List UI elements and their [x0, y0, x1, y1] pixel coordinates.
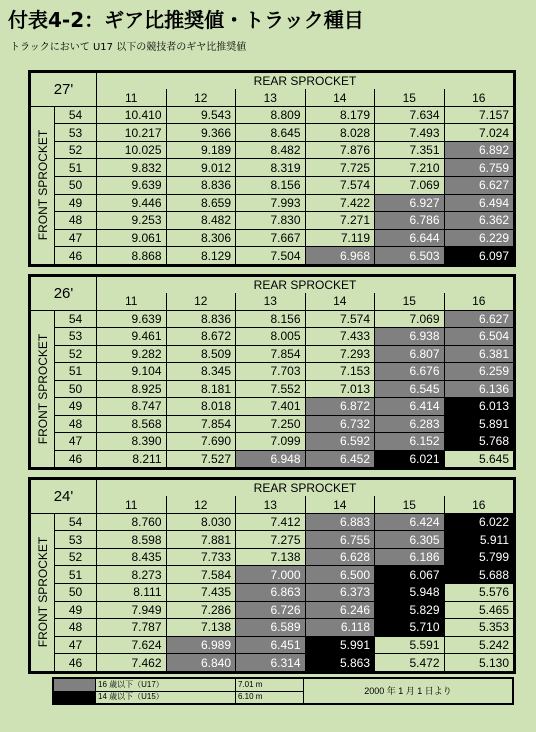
gear-ratio-cell: 8.435 [97, 548, 167, 566]
gear-ratio-cell: 8.005 [236, 328, 306, 345]
table-row [31, 513, 514, 531]
gear-ratio-cell: 6.373 [305, 584, 375, 602]
gear-ratio-cell: 7.138 [166, 619, 236, 637]
front-sprocket-label-cell [31, 106, 55, 264]
gear-ratio-cell: 5.891 [444, 415, 514, 432]
gear-ratio-cell: 5.353 [444, 619, 514, 637]
gear-ratio-cell: 7.993 [236, 194, 306, 212]
gear-ratio-cell: 7.733 [166, 548, 236, 566]
gear-ratio-cell: 8.306 [166, 229, 236, 247]
gear-ratio-cell: 8.925 [97, 380, 167, 397]
gear-ratio-cell: 6.786 [375, 212, 445, 230]
gear-ratio-cell: 8.645 [236, 124, 306, 142]
gear-ratio-cell: 7.552 [236, 380, 306, 397]
gear-ratio-cell: 6.927 [375, 194, 445, 212]
legend [52, 677, 514, 705]
gear-ratio-cell: 7.271 [305, 212, 375, 230]
gear-ratio-cell: 8.018 [166, 398, 236, 415]
gear-ratio-cell: 10.025 [97, 141, 167, 159]
chainring-size: 46 [55, 450, 97, 468]
gear-ratio-cell: 6.414 [375, 398, 445, 415]
gear-ratio-cell: 8.509 [166, 345, 236, 362]
gear-ratio-cell: 5.591 [375, 636, 445, 654]
gear-ratio-cell: 7.351 [375, 141, 445, 159]
gear-ratio-cell: 6.259 [444, 363, 514, 380]
gear-ratio-cell: 7.462 [97, 654, 167, 672]
gear-ratio-cell: 6.732 [305, 415, 375, 432]
sprocket-header: 13 [236, 293, 306, 310]
gear-ratio-cell: 6.500 [305, 566, 375, 584]
gear-ratio-cell: 6.840 [166, 654, 236, 672]
gear-ratio-cell: 7.493 [375, 124, 445, 142]
table-row [31, 124, 514, 142]
gear-ratio-cell: 7.854 [166, 415, 236, 432]
front-sprocket-label-cell [31, 513, 55, 671]
gear-ratio-cell: 7.119 [305, 229, 375, 247]
gear-ratio-cell: 7.157 [444, 106, 514, 124]
gear-ratio-cell: 7.527 [166, 450, 236, 468]
table-row [31, 247, 514, 265]
gear-ratio-cell: 8.156 [236, 310, 306, 327]
gear-ratio-cell: 6.676 [375, 363, 445, 380]
gear-ratio-cell: 8.111 [97, 584, 167, 602]
gear-ratio-cell: 7.293 [305, 345, 375, 362]
sprocket-header: 14 [305, 293, 375, 310]
table-row [31, 433, 514, 450]
gear-ratio-cell: 9.639 [97, 177, 167, 195]
sprocket-header: 13 [236, 89, 306, 106]
table-row [31, 345, 514, 362]
chainring-size: 50 [55, 584, 97, 602]
gear-table-block [28, 477, 516, 674]
gear-ratio-cell: 6.726 [236, 601, 306, 619]
gear-ratio-cell: 5.710 [375, 619, 445, 637]
gear-ratio-cell: 9.461 [97, 328, 167, 345]
gear-ratio-cell: 6.872 [305, 398, 375, 415]
gear-ratio-cell: 7.504 [236, 247, 306, 265]
gear-ratio-cell: 7.881 [166, 531, 236, 549]
gear-ratio-cell: 8.179 [305, 106, 375, 124]
gear-ratio-cell: 8.028 [305, 124, 375, 142]
chainring-size: 47 [55, 636, 97, 654]
gear-ratio-cell: 7.634 [375, 106, 445, 124]
gear-ratio-cell: 8.760 [97, 513, 167, 531]
table-row [31, 415, 514, 432]
gear-ratio-cell: 5.465 [444, 601, 514, 619]
gear-ratio-cell: 6.305 [375, 531, 445, 549]
gear-ratio-cell: 8.568 [97, 415, 167, 432]
gear-ratio-cell: 6.118 [305, 619, 375, 637]
gear-ratio-cell: 9.061 [97, 229, 167, 247]
gear-ratio-cell: 5.948 [375, 584, 445, 602]
rear-sprocket-label: REAR SPROCKET [97, 73, 514, 90]
chainring-size: 48 [55, 212, 97, 230]
gear-ratio-cell: 6.938 [375, 328, 445, 345]
gear-table-block [28, 70, 516, 267]
table-row [31, 601, 514, 619]
chainring-size: 53 [55, 328, 97, 345]
gear-ratio-cell: 7.024 [444, 124, 514, 142]
chainring-size: 46 [55, 247, 97, 265]
table-row [31, 229, 514, 247]
gear-ratio-cell: 8.390 [97, 433, 167, 450]
gear-ratio-cell: 7.099 [236, 433, 306, 450]
front-sprocket-label: FRONT SPROCKET [35, 537, 50, 648]
legend-u17-label: 16 歳以下（U17） [96, 679, 236, 692]
gear-ratio-cell: 6.186 [375, 548, 445, 566]
gear-ratio-cell: 10.217 [97, 124, 167, 142]
gear-ratio-cell: 7.584 [166, 566, 236, 584]
gear-ratio-cell: 9.543 [166, 106, 236, 124]
page-title: 付表4-2：ギア比推奨値・トラック種目 [8, 8, 364, 32]
gear-ratio-cell: 5.991 [305, 636, 375, 654]
gear-ratio-cell: 6.504 [444, 328, 514, 345]
gear-ratio-cell: 8.319 [236, 159, 306, 177]
wheel-size-label: 24' [31, 480, 97, 514]
table-row [31, 310, 514, 327]
gear-ratio-cell: 7.435 [166, 584, 236, 602]
gear-ratio-cell: 6.589 [236, 619, 306, 637]
front-sprocket-label: FRONT SPROCKET [35, 333, 50, 445]
chainring-size: 53 [55, 124, 97, 142]
sprocket-header: 16 [444, 89, 514, 106]
chainring-size: 51 [55, 159, 97, 177]
table-row [31, 106, 514, 124]
gear-ratio-cell: 7.153 [305, 363, 375, 380]
gear-ratio-cell: 6.545 [375, 380, 445, 397]
gear-ratio-table [30, 479, 514, 672]
gear-ratio-cell: 7.624 [97, 636, 167, 654]
sprocket-header: 11 [97, 496, 167, 513]
table-row [31, 548, 514, 566]
legend-swatch-u17 [54, 679, 96, 692]
gear-ratio-cell: 8.181 [166, 380, 236, 397]
gear-ratio-cell: 5.472 [375, 654, 445, 672]
table-row [31, 619, 514, 637]
gear-ratio-cell: 6.362 [444, 212, 514, 230]
front-sprocket-label: FRONT SPROCKET [35, 130, 50, 241]
sprocket-header: 12 [166, 496, 236, 513]
table-row [31, 654, 514, 672]
table-row [31, 177, 514, 195]
rear-sprocket-label: REAR SPROCKET [97, 277, 514, 294]
gear-ratio-cell: 10.410 [97, 106, 167, 124]
gear-ratio-cell: 6.628 [305, 548, 375, 566]
gear-ratio-cell: 9.832 [97, 159, 167, 177]
gear-ratio-cell: 5.829 [375, 601, 445, 619]
gear-ratio-cell: 8.868 [97, 247, 167, 265]
gear-ratio-cell: 7.422 [305, 194, 375, 212]
sprocket-header: 11 [97, 293, 167, 310]
gear-ratio-cell: 6.022 [444, 513, 514, 531]
gear-ratio-cell: 8.482 [236, 141, 306, 159]
chainring-size: 50 [55, 177, 97, 195]
table-row [31, 194, 514, 212]
table-row [31, 531, 514, 549]
gear-ratio-cell: 6.503 [375, 247, 445, 265]
gear-ratio-cell: 7.069 [375, 177, 445, 195]
gear-ratio-cell: 5.242 [444, 636, 514, 654]
chainring-size: 54 [55, 106, 97, 124]
gear-ratio-cell: 8.598 [97, 531, 167, 549]
gear-ratio-cell: 8.129 [166, 247, 236, 265]
chainring-size: 48 [55, 415, 97, 432]
gear-ratio-cell: 7.725 [305, 159, 375, 177]
gear-ratio-cell: 6.097 [444, 247, 514, 265]
gear-ratio-table [30, 72, 514, 265]
gear-ratio-cell: 7.830 [236, 212, 306, 230]
sprocket-header: 13 [236, 496, 306, 513]
chainring-size: 52 [55, 548, 97, 566]
gear-ratio-cell: 6.627 [444, 177, 514, 195]
gear-ratio-cell: 9.446 [97, 194, 167, 212]
gear-ratio-cell: 7.286 [166, 601, 236, 619]
chainring-size: 49 [55, 194, 97, 212]
sprocket-header: 14 [305, 89, 375, 106]
gear-ratio-cell: 6.451 [236, 636, 306, 654]
legend-date: 2000 年 1 月 1 日より [304, 679, 513, 704]
gear-ratio-cell: 6.381 [444, 345, 514, 362]
gear-ratio-cell: 5.576 [444, 584, 514, 602]
table-row [31, 636, 514, 654]
gear-table-block [28, 274, 516, 470]
gear-ratio-cell: 7.703 [236, 363, 306, 380]
gear-ratio-cell: 6.989 [166, 636, 236, 654]
table-row [31, 398, 514, 415]
sprocket-header: 11 [97, 89, 167, 106]
sprocket-header: 12 [166, 293, 236, 310]
chainring-size: 52 [55, 345, 97, 362]
table-row [31, 159, 514, 177]
gear-ratio-cell: 6.948 [236, 450, 306, 468]
gear-ratio-cell: 7.787 [97, 619, 167, 637]
sprocket-header: 15 [375, 496, 445, 513]
gear-ratio-cell: 9.639 [97, 310, 167, 327]
table-row [31, 141, 514, 159]
gear-ratio-cell: 5.911 [444, 531, 514, 549]
gear-ratio-cell: 9.104 [97, 363, 167, 380]
chainring-size: 47 [55, 229, 97, 247]
sprocket-header: 15 [375, 293, 445, 310]
chainring-size: 48 [55, 619, 97, 637]
page-subtitle: トラックにおいて U17 以下の競技者のギヤ比推奨値 [10, 42, 247, 53]
table-row [31, 380, 514, 397]
gear-ratio-table [30, 276, 514, 468]
chainring-size: 50 [55, 380, 97, 397]
gear-ratio-cell: 6.759 [444, 159, 514, 177]
gear-ratio-cell: 7.013 [305, 380, 375, 397]
chainring-size: 53 [55, 531, 97, 549]
legend-u17-value: 7.01 m [236, 679, 304, 692]
gear-ratio-cell: 5.799 [444, 548, 514, 566]
chainring-size: 47 [55, 433, 97, 450]
gear-ratio-cell: 7.250 [236, 415, 306, 432]
chainring-size: 46 [55, 654, 97, 672]
legend-u15-label: 14 歳以下（U15） [96, 691, 236, 704]
sprocket-header: 16 [444, 293, 514, 310]
gear-ratio-cell: 6.807 [375, 345, 445, 362]
gear-ratio-cell: 6.021 [375, 450, 445, 468]
gear-ratio-cell: 8.659 [166, 194, 236, 212]
wheel-size-label: 27' [31, 73, 97, 107]
sprocket-header: 12 [166, 89, 236, 106]
gear-ratio-cell: 6.152 [375, 433, 445, 450]
gear-ratio-cell: 6.283 [375, 415, 445, 432]
table-row [31, 212, 514, 230]
gear-ratio-cell: 6.968 [305, 247, 375, 265]
gear-ratio-cell: 8.672 [166, 328, 236, 345]
gear-ratio-cell: 7.574 [305, 310, 375, 327]
gear-ratio-cell: 8.211 [97, 450, 167, 468]
gear-ratio-cell: 8.809 [236, 106, 306, 124]
gear-ratio-cell: 7.574 [305, 177, 375, 195]
gear-ratio-cell: 6.067 [375, 566, 445, 584]
gear-ratio-cell: 8.156 [236, 177, 306, 195]
gear-ratio-cell: 9.253 [97, 212, 167, 230]
front-sprocket-label-cell [31, 310, 55, 467]
gear-ratio-cell: 6.592 [305, 433, 375, 450]
chainring-size: 54 [55, 310, 97, 327]
gear-ratio-cell: 5.688 [444, 566, 514, 584]
gear-ratio-cell: 7.690 [166, 433, 236, 450]
legend-swatch-u15 [54, 691, 96, 704]
gear-ratio-cell: 7.000 [236, 566, 306, 584]
table-row [31, 450, 514, 468]
chainring-size: 51 [55, 566, 97, 584]
gear-ratio-cell: 7.401 [236, 398, 306, 415]
gear-ratio-cell: 5.863 [305, 654, 375, 672]
gear-ratio-cell: 7.876 [305, 141, 375, 159]
gear-ratio-cell: 6.452 [305, 450, 375, 468]
gear-ratio-cell: 9.282 [97, 345, 167, 362]
gear-ratio-cell: 6.755 [305, 531, 375, 549]
gear-ratio-cell: 7.069 [375, 310, 445, 327]
gear-ratio-cell: 7.412 [236, 513, 306, 531]
chainring-size: 52 [55, 141, 97, 159]
gear-ratio-cell: 7.667 [236, 229, 306, 247]
sprocket-header: 16 [444, 496, 514, 513]
gear-ratio-cell: 8.836 [166, 310, 236, 327]
table-row [31, 584, 514, 602]
gear-ratio-cell: 8.482 [166, 212, 236, 230]
gear-ratio-cell: 7.210 [375, 159, 445, 177]
gear-ratio-cell: 7.949 [97, 601, 167, 619]
gear-ratio-cell: 7.433 [305, 328, 375, 345]
gear-ratio-cell: 5.768 [444, 433, 514, 450]
gear-ratio-cell: 9.189 [166, 141, 236, 159]
chainring-size: 49 [55, 601, 97, 619]
gear-ratio-cell: 8.836 [166, 177, 236, 195]
gear-ratio-cell: 6.627 [444, 310, 514, 327]
gear-ratio-cell: 8.345 [166, 363, 236, 380]
chainring-size: 51 [55, 363, 97, 380]
sprocket-header: 15 [375, 89, 445, 106]
table-row [31, 363, 514, 380]
gear-ratio-cell: 6.494 [444, 194, 514, 212]
chainring-size: 49 [55, 398, 97, 415]
gear-ratio-cell: 8.747 [97, 398, 167, 415]
gear-ratio-cell: 7.854 [236, 345, 306, 362]
gear-ratio-cell: 6.863 [236, 584, 306, 602]
gear-ratio-cell: 6.136 [444, 380, 514, 397]
gear-ratio-cell: 7.138 [236, 548, 306, 566]
gear-ratio-cell: 9.366 [166, 124, 236, 142]
gear-ratio-cell: 6.314 [236, 654, 306, 672]
table-row [31, 566, 514, 584]
gear-ratio-cell: 8.030 [166, 513, 236, 531]
gear-ratio-cell: 6.246 [305, 601, 375, 619]
table-row [31, 328, 514, 345]
gear-ratio-cell: 6.644 [375, 229, 445, 247]
chainring-size: 54 [55, 513, 97, 531]
gear-ratio-cell: 5.645 [444, 450, 514, 468]
rear-sprocket-label: REAR SPROCKET [97, 480, 514, 497]
gear-ratio-cell: 6.229 [444, 229, 514, 247]
gear-ratio-cell: 9.012 [166, 159, 236, 177]
gear-ratio-cell: 6.883 [305, 513, 375, 531]
gear-ratio-cell: 8.273 [97, 566, 167, 584]
legend-u15-value: 6.10 m [236, 691, 304, 704]
sprocket-header: 14 [305, 496, 375, 513]
wheel-size-label: 26' [31, 277, 97, 311]
gear-ratio-cell: 7.275 [236, 531, 306, 549]
gear-ratio-cell: 6.892 [444, 141, 514, 159]
gear-ratio-cell: 6.424 [375, 513, 445, 531]
gear-ratio-cell: 5.130 [444, 654, 514, 672]
gear-ratio-cell: 6.013 [444, 398, 514, 415]
